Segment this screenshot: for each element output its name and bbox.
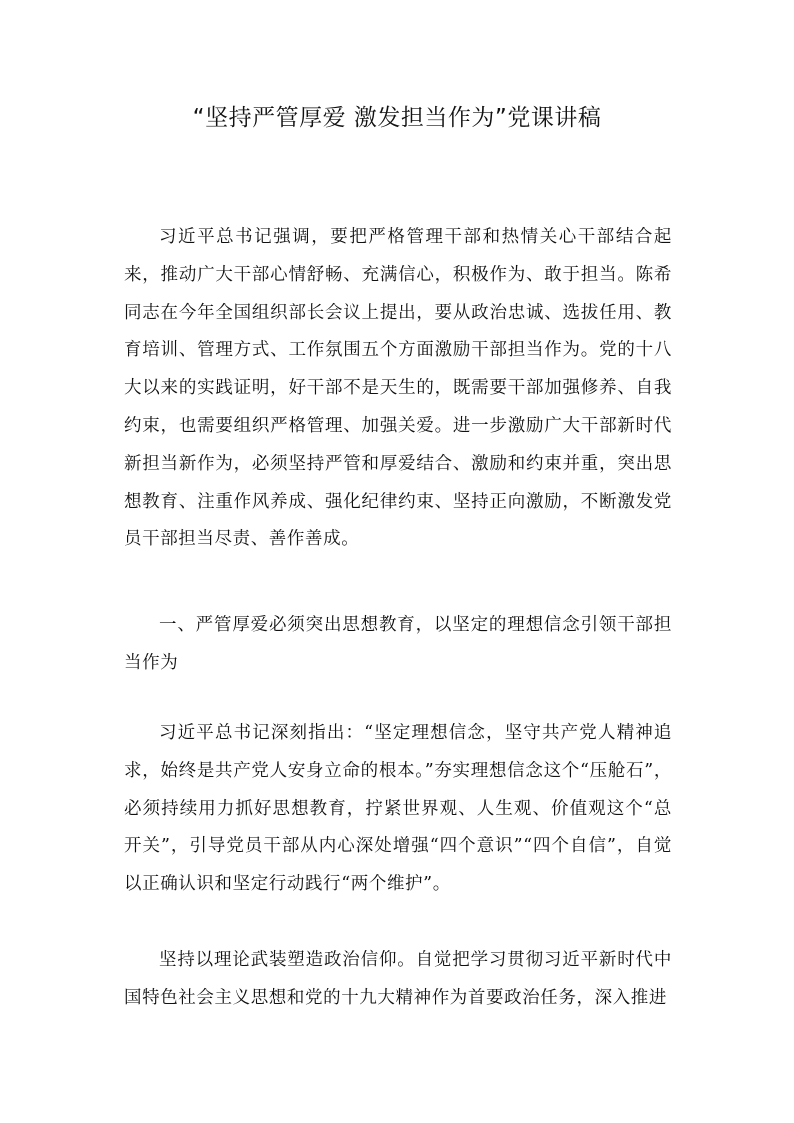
section-1-paragraph-1: 习近平总书记深刻指出：“坚定理想信念，坚守共产党人精神追求，始终是共产党人安身立命的根本。”夯实理想信念这个“压舱石”，必须持续用力抓好思想教育，拧紧世界观、人生观、价值观这个“总开关”，引导党员干部从内心深处增强“四个意识”“四个自信”，自觉以正确认识和坚定行动践行“两个维护”。 — [124, 723, 672, 895]
section-heading-1: 一、严管厚爱必须突出思想教育，以坚定的理想信念引领干部担当作为 — [124, 615, 672, 673]
section-1-paragraph-2: 坚持以理论武装塑造政治信仰。自觉把学习贯彻习近平新时代中国特色社会主义思想和党的十九大精神作为首要政治任务，深入推进 — [124, 950, 672, 1008]
intro-paragraph: 习近平总书记强调，要把严格管理干部和热情关心干部结合起来，推动广大干部心情舒畅、充满信心，积极作为、敢于担当。陈希同志在今年全国组织部长会议上提出，要从政治忠诚、选拔任用、教育培训、管理方式、工作氛围五个方面激励干部担当作为。党的十八大以来的实践证明，好干部不是天生的，既需要干部加强修养、自我约束，也需要组织严格管理、加强关爱。进一步激励广大干部新时代新担当新作为，必须坚持严管和厚爱结合、激励和约束并重，突出思想教育、注重作风养成、强化纪律约束、坚持正向激励，不断激发党员干部担当尽责、善作善成。 — [124, 227, 672, 550]
document-title: “坚持严管厚爱 激发担当作为”党课讲稿 — [192, 105, 602, 131]
